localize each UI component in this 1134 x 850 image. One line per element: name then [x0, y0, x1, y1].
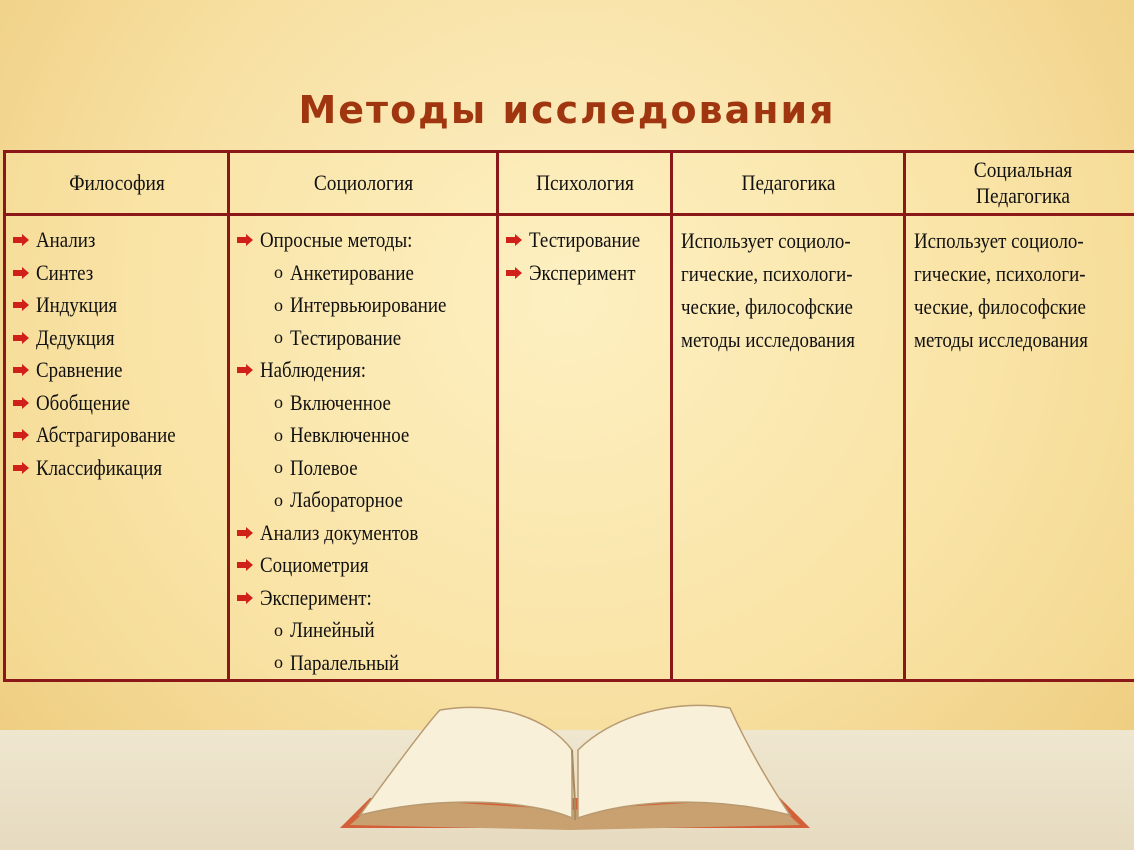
philosophy-cell — [5, 215, 229, 681]
list-item-label: Эксперимент — [529, 259, 636, 285]
list-item — [236, 614, 492, 647]
list-item-label: Дедукция — [36, 324, 115, 350]
list-item-label: Тестирование — [290, 324, 402, 350]
pedagogy-paragraph: Использует социоло- гические, психологи- ческие, философские методы исследования — [681, 228, 856, 352]
arrow-bullet-icon — [236, 526, 254, 540]
psychology-list — [499, 216, 670, 289]
list-item — [236, 582, 492, 615]
list-item-label: Социометрия — [260, 552, 369, 578]
pedagogy-text — [673, 216, 903, 356]
list-item — [236, 484, 492, 517]
list-item — [12, 257, 223, 290]
header-social-pedagogy: Социальная Педагогика — [919, 152, 1127, 215]
list-item-label: Абстрагирование — [36, 422, 176, 448]
list-item-label: Лабораторное — [290, 487, 403, 513]
list-item-label: Невключенное — [290, 422, 410, 448]
arrow-bullet-icon — [236, 233, 254, 247]
list-item — [236, 387, 492, 420]
list-item — [12, 387, 223, 420]
arrow-bullet-icon — [12, 461, 30, 475]
list-item-label: Линейный — [290, 617, 375, 643]
list-item-label: Полевое — [290, 454, 358, 480]
list-item — [236, 419, 492, 452]
social-pedagogy-text — [906, 216, 1134, 356]
methods-table — [3, 150, 1134, 682]
list-item-label: Сравнение — [36, 357, 123, 383]
list-item-label: Паралельный — [290, 649, 399, 675]
circle-bullet-icon: o — [274, 457, 283, 478]
list-item-label: Интервьюирование — [290, 292, 447, 318]
list-item — [236, 549, 492, 582]
list-item-label: Эксперимент: — [260, 584, 372, 610]
pedagogy-cell — [672, 215, 905, 681]
header-sociology: Социология — [245, 152, 482, 215]
social-pedagogy-cell — [905, 215, 1134, 681]
slide-title: Методы исследования — [298, 88, 836, 132]
arrow-bullet-icon — [12, 396, 30, 410]
list-item-label: Анкетирование — [290, 259, 414, 285]
list-item — [12, 419, 223, 452]
open-book-image — [340, 690, 810, 840]
list-item — [12, 354, 223, 387]
arrow-bullet-icon — [236, 558, 254, 572]
psychology-cell — [498, 215, 672, 681]
arrow-bullet-icon — [505, 266, 523, 280]
list-item — [236, 354, 492, 387]
arrow-bullet-icon — [505, 233, 523, 247]
arrow-bullet-icon — [12, 331, 30, 345]
list-item — [236, 257, 492, 290]
list-item-label: Синтез — [36, 259, 94, 285]
header-philosophy: Философия — [18, 152, 215, 215]
list-item — [236, 647, 492, 680]
list-item-label: Опросные методы: — [260, 227, 413, 253]
list-item — [12, 322, 223, 355]
arrow-bullet-icon — [236, 363, 254, 377]
arrow-bullet-icon — [12, 428, 30, 442]
list-item — [236, 452, 492, 485]
list-item — [505, 224, 666, 257]
list-item-label: Тестирование — [529, 227, 641, 253]
arrow-bullet-icon — [12, 266, 30, 280]
sociology-cell — [229, 215, 498, 681]
philosophy-list — [6, 216, 227, 484]
list-item — [236, 517, 492, 550]
list-item-label: Наблюдения: — [260, 357, 367, 383]
arrow-bullet-icon — [12, 363, 30, 377]
circle-bullet-icon: o — [274, 262, 283, 283]
list-item — [12, 224, 223, 257]
list-item-label: Индукция — [36, 292, 118, 318]
list-item-label: Анализ документов — [260, 519, 419, 545]
list-item-label: Обобщение — [36, 389, 130, 415]
header-psychology: Психология — [508, 152, 661, 215]
table-header-row — [5, 152, 1134, 215]
header-pedagogy: Педагогика — [685, 152, 890, 215]
list-item-label: Классификация — [36, 454, 163, 480]
circle-bullet-icon: o — [274, 619, 283, 640]
circle-bullet-icon: o — [274, 327, 283, 348]
list-item-label: Анализ — [36, 227, 96, 253]
circle-bullet-icon: o — [274, 489, 283, 510]
circle-bullet-icon: o — [274, 294, 283, 315]
table-body-row — [5, 215, 1134, 681]
list-item — [12, 452, 223, 485]
list-item — [236, 322, 492, 355]
arrow-bullet-icon — [12, 298, 30, 312]
circle-bullet-icon: o — [274, 424, 283, 445]
sociology-list — [230, 216, 496, 679]
list-item — [505, 257, 666, 290]
list-item — [236, 224, 492, 257]
social-pedagogy-paragraph: Использует социоло- гические, психологи- ческие, философские методы исследования — [914, 228, 1089, 352]
list-item — [236, 289, 492, 322]
list-item — [12, 289, 223, 322]
arrow-bullet-icon — [12, 233, 30, 247]
circle-bullet-icon: o — [274, 652, 283, 673]
circle-bullet-icon: o — [274, 392, 283, 413]
arrow-bullet-icon — [236, 591, 254, 605]
list-item-label: Включенное — [290, 389, 391, 415]
